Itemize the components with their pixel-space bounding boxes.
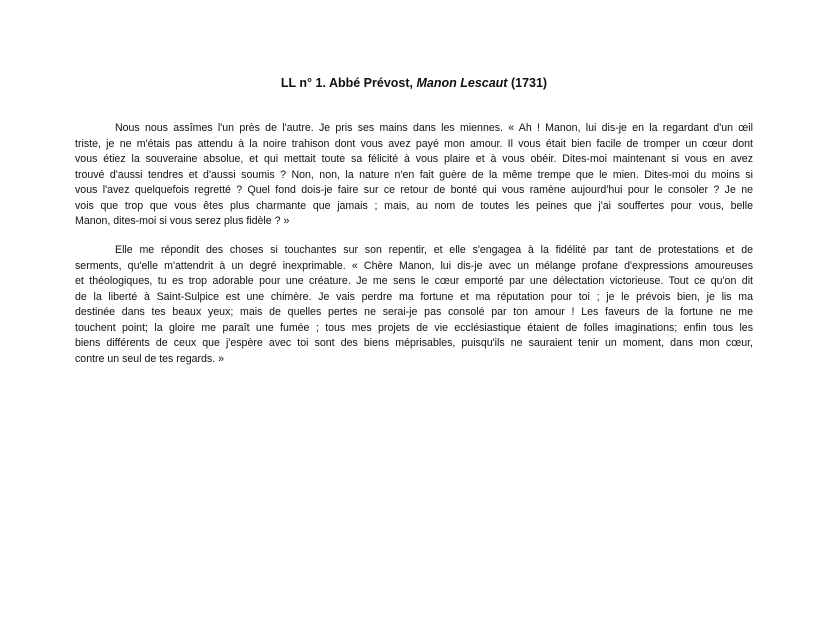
text-line: serments, qu'elle m'attendrit à un degré inexprimable. « Chère Manon, lui dis-je avec un mélange profane d'expressions amoureuses	[75, 259, 753, 272]
text-line: de la liberté à Saint-Sulpice est une chimère. Je vais perdre ma fortune et ma réputation pour toi ; je le prévois bien, je lis ma	[75, 290, 753, 303]
paragraph-1	[75, 121, 753, 230]
text-line: biens différents de ceux que j'espère avec toi sont des biens méprisables, puisqu'ils ne sauraient tenir un moment, dans mon cœur,	[75, 337, 753, 349]
document-title	[0, 76, 828, 90]
title-prefix: LL n° 1. Abbé Prévost,	[280, 76, 417, 90]
text-line: vous l'avez quelquefois regretté ? Quel fond dois-je faire sur ce retour de bonté qui vous ramène aujourd'hui pour le consoler ? Je ne	[75, 184, 753, 196]
title-year: (1731)	[507, 76, 548, 90]
text-line: destinée dans tes beaux yeux; mais de quelles pertes ne serai-je pas consolé par ton amour ! Les faveurs de la fortune ne me	[75, 306, 753, 318]
text-line: Nous nous assîmes l'un près de l'autre. Je pris ses mains dans les miennes. « Ah ! Manon, lui dis-je en la regardant d'un œil	[115, 122, 753, 134]
text-line: vois que trop que vous êtes plus charmante que jamais ; mais, au nom de toutes les peines que j'ai souffertes pour vous, belle	[75, 199, 753, 212]
title-work: Manon Lescaut	[416, 76, 508, 90]
text-line: touchent point; la gloire me paraît une fumée ; tous mes projets de vie ecclésiastique étaient de folles imaginations; enfin tous les	[75, 321, 753, 334]
text-line: Elle me répondit des choses si touchantes sur son repentir, et elle s'engagea à la fidélité par tant de protestations et de	[115, 244, 753, 256]
text-line: contre un seul de tes regards. »	[75, 352, 224, 365]
text-line: trouvé d'aussi tendres et d'aussi soumis ? Non, non, la nature n'en fait guère de la même trempe que le mien. Dites-moi du moins si	[75, 168, 753, 181]
text-line: Manon, dites-moi si vous serez plus fidèle ? »	[75, 215, 290, 227]
paragraph-2	[75, 243, 753, 367]
text-line: triste, je ne m'étais pas attendu à la noire trahison dont vous avez payé mon amour. Il vous était bien facile de tromper un cœur dont	[75, 137, 753, 150]
text-line: vous étiez la souveraine absolue, et qui mettait toute sa félicité à vous plaire et à vous obéir. Dites-moi maintenant si vous en avez	[75, 153, 753, 165]
text-line: et théologiques, tu es trop adorable pour une créature. Je me sens le cœur emporté par une délectation victorieuse. Tout ce qu'on dit	[75, 275, 753, 287]
